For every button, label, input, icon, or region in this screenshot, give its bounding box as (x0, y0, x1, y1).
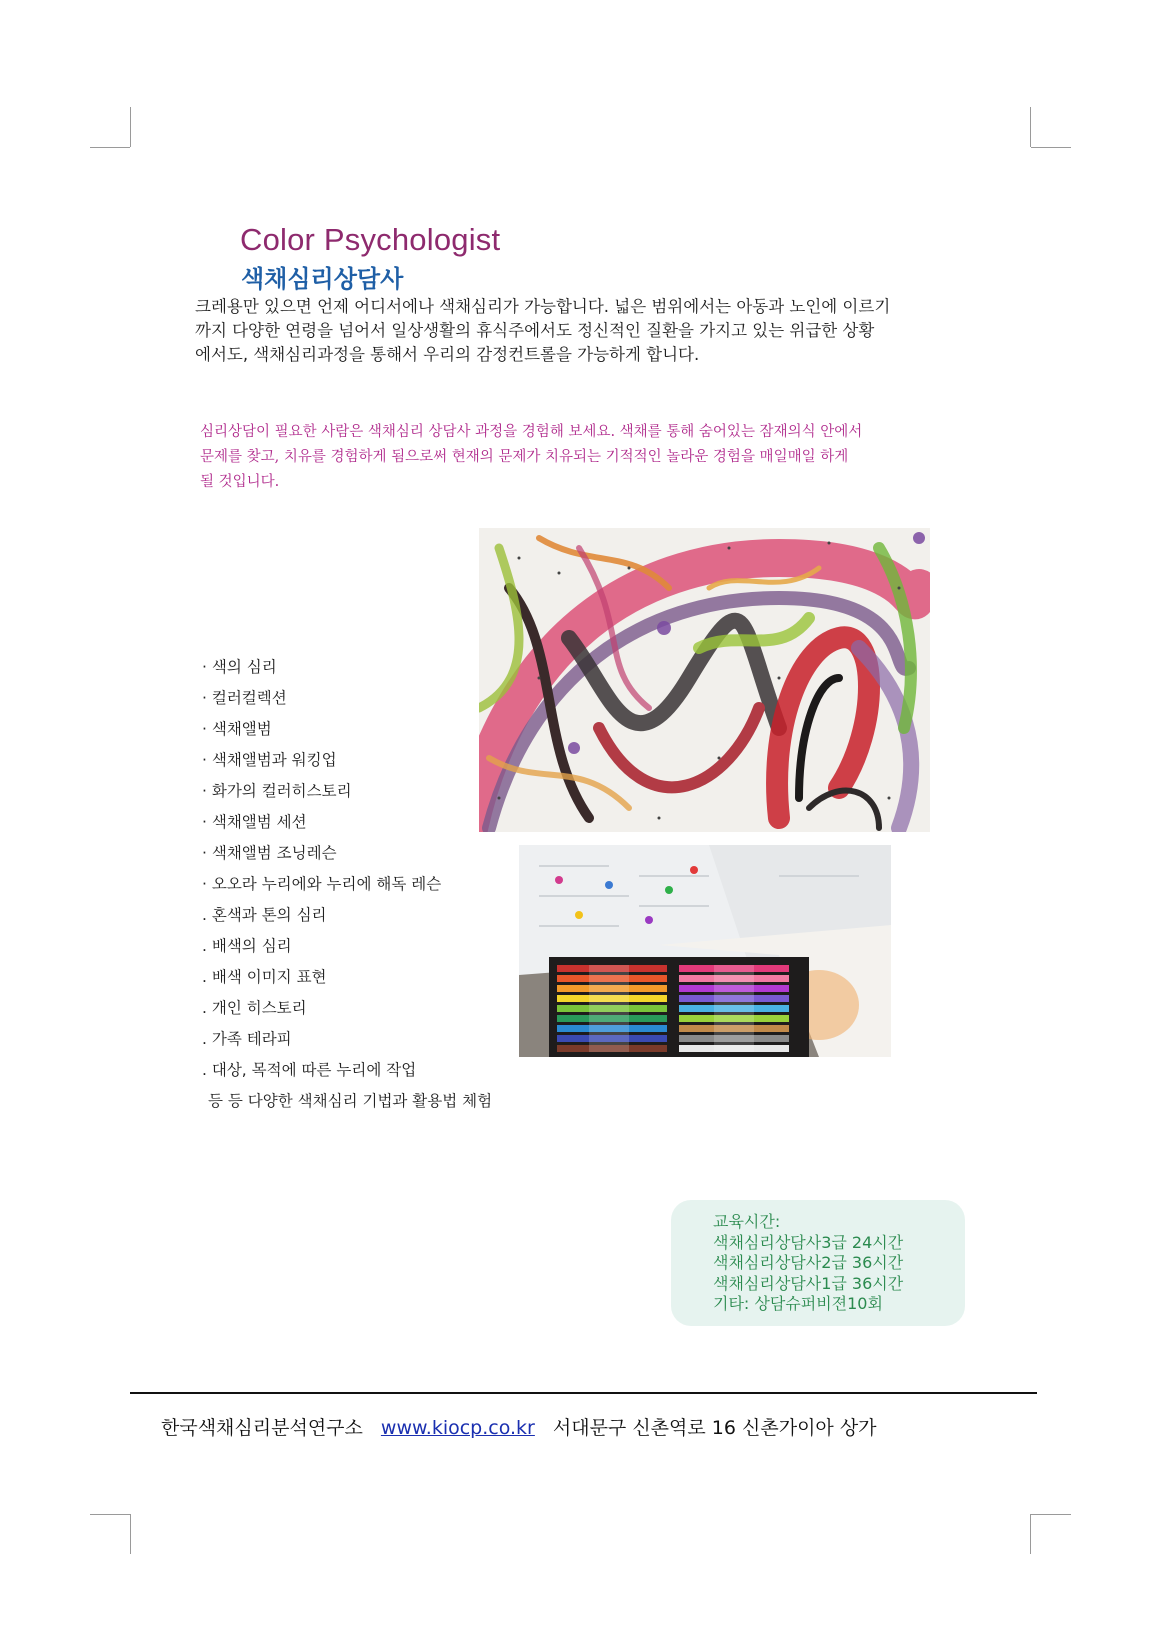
list-item: · 오오라 누리에와 누리에 해독 레슨 (202, 875, 442, 893)
footer-url-link[interactable]: www.kiocp.co.kr (380, 1417, 535, 1439)
footer-divider (130, 1392, 1037, 1394)
quote-line: 될 것입니다. (200, 474, 280, 490)
list-item: · 색의 심리 (202, 658, 277, 676)
crop-mark (130, 107, 131, 147)
list-item: . 배색의 심리 (202, 937, 292, 955)
crayon-workbook-photo (519, 845, 891, 1057)
list-item: · 컬러컬렉션 (202, 689, 287, 707)
list-item: . 배색 이미지 표현 (202, 968, 327, 986)
footer (161, 1413, 877, 1440)
quote-line: 심리상담이 필요한 사람은 색채심리 상담사 과정을 경험해 보세요. 색채를 통해 숨어있는 잠재의식 안에서 (200, 424, 863, 440)
quote-line: 문제를 찾고, 치유를 경험하게 됨으로써 현재의 문제가 치유되는 기적적인 놀라운 경험을 매일매일 하게 (200, 449, 849, 465)
course-summary: 등 등 다양한 색채심리 기법과 활용법 체험 (208, 1092, 493, 1110)
course-list (202, 652, 492, 1117)
quote-paragraph (200, 420, 1000, 495)
list-item: · 색채앨범과 워킹업 (202, 751, 337, 769)
crop-mark (130, 1514, 131, 1554)
list-item: · 색채앨범 조닝레슨 (202, 844, 337, 862)
list-item: . 대상, 목적에 따른 누리에 작업 (202, 1061, 417, 1079)
crop-mark (1031, 147, 1071, 148)
list-item: · 화가의 컬러히스토리 (202, 782, 352, 800)
intro-paragraph (195, 295, 975, 367)
list-item: . 개인 히스토리 (202, 999, 307, 1017)
list-item: · 색채앨범 세션 (202, 813, 307, 831)
intro-line: 에서도, 색채심리과정을 통해서 우리의 감정컨트롤을 가능하게 합니다. (195, 345, 700, 364)
abstract-painting-photo (479, 528, 930, 832)
crop-mark (90, 147, 130, 148)
title-korean: 색채심리상담사 (241, 265, 404, 293)
education-line: 기타: 상담슈퍼비젼10회 (713, 1294, 883, 1313)
education-hours-box (671, 1200, 965, 1326)
crop-mark (1030, 107, 1031, 147)
education-line: 색채심리상담사2급 36시간 (713, 1253, 904, 1272)
intro-line: 까지 다양한 연령을 넘어서 일상생활의 휴식주에서도 정신적인 질환을 가지고 있는 위급한 상황 (195, 321, 875, 340)
list-item: . 가족 테라피 (202, 1030, 292, 1048)
footer-address: 서대문구 신촌역로 16 신촌가이아 상가 (552, 1417, 877, 1439)
crop-mark (1031, 1514, 1071, 1515)
education-line: 색채심리상담사3급 24시간 (713, 1232, 904, 1252)
education-label: 교육시간: (713, 1212, 781, 1231)
list-item: . 혼색과 톤의 심리 (202, 906, 327, 924)
crop-mark (90, 1514, 130, 1515)
title-english: Color Psychologist (240, 222, 501, 257)
footer-org: 한국색채심리분석연구소 (161, 1417, 363, 1439)
crop-mark (1030, 1514, 1031, 1554)
intro-line: 크레용만 있으면 언제 어디서에나 색채심리가 가능합니다. 넓은 범위에서는 아동과 노인에 이르기 (195, 297, 891, 316)
education-line: 색채심리상담사1급 36시간 (713, 1273, 904, 1293)
list-item: · 색채앨범 (202, 720, 272, 738)
